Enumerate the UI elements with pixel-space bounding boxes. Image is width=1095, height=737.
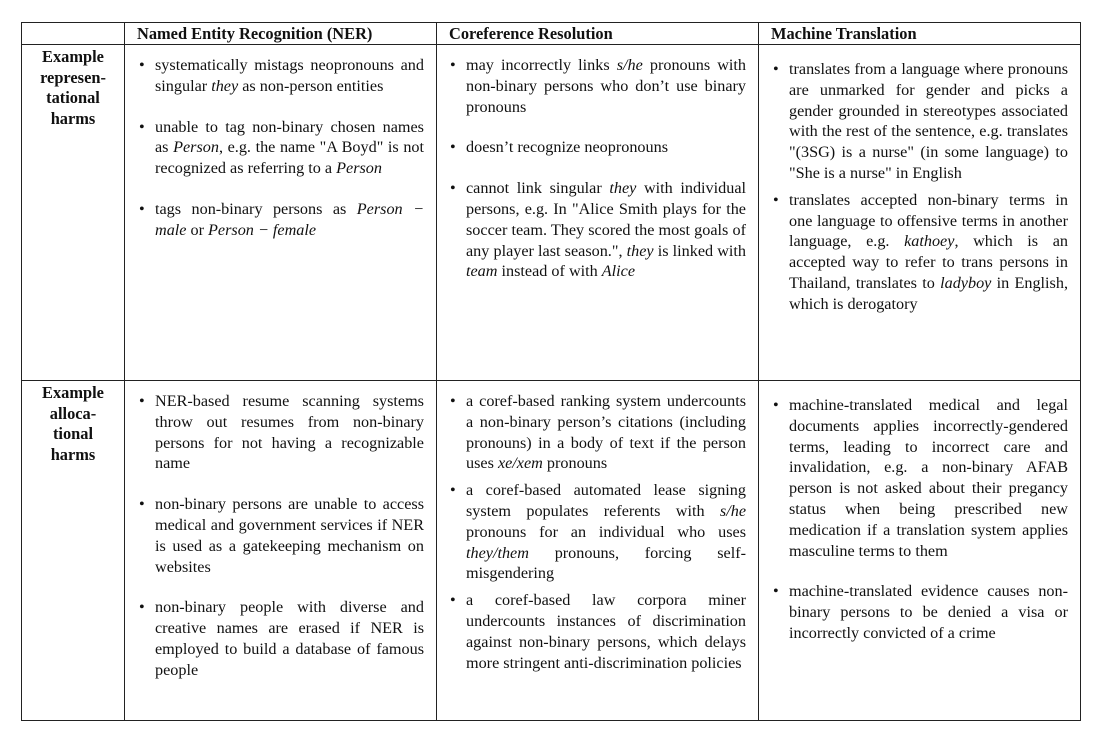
header-mt: Machine Translation (759, 23, 1081, 45)
italic-term: s/he (616, 56, 643, 74)
row-label-line: alloca- (49, 403, 97, 423)
list-item: • systematically mistags neopronouns and singular they as non-person entities (155, 55, 424, 97)
row-label-allocational (22, 381, 125, 721)
cell-ner-representational (125, 45, 437, 381)
row-label-line: Example (42, 383, 104, 402)
list-item: • machine-translated evidence causes non-binary persons to be denied a visa or incorrectly convicted of a crime (789, 581, 1068, 643)
cell-coref-allocational (437, 381, 759, 721)
row-label-line: represen- (40, 67, 106, 87)
italic-term: s/he (719, 501, 746, 520)
italic-term: Person − male (155, 199, 424, 239)
row-label-line: harms (50, 108, 96, 128)
italic-term: they (609, 179, 637, 198)
italic-term: they (626, 241, 654, 260)
list-item: • tags non-binary persons as Person − male or Person − female (155, 199, 424, 241)
list-item: • translates accepted non-binary terms in one language to offensive terms in another language, e.g. kathoey, which is an accepted way to refer to trans persons in Thailand, translates to ladyboy in English, which is derogatory (789, 190, 1068, 315)
list-item: • doesn’t recognize neopronouns (466, 137, 746, 158)
row-label-representational (22, 45, 125, 381)
cell-mt-allocational (759, 381, 1081, 721)
italic-term: Alice (601, 262, 636, 281)
italic-term: they/them (466, 543, 529, 562)
italic-term: Person (336, 159, 382, 178)
list-item: • machine-translated medical and legal documents applies incorrectly-gendered terms, leading to incorrect care and invalidation, e.g. a non-binary AFAB person is not asked about their pregancy status when being prescribed new medication if a translation system applies masculine terms to them (789, 395, 1068, 561)
cell-ner-allocational (125, 381, 437, 721)
row-allocational-harms (22, 381, 1081, 721)
row-representational-harms (22, 45, 1081, 381)
row-label-line: harms (50, 444, 96, 464)
cell-mt-representational (759, 45, 1081, 381)
list-item: • NER-based resume scanning systems throw out resumes from non-binary persons for not having a recognizable name (155, 391, 424, 474)
italic-term: team (466, 262, 498, 281)
list-item: • unable to tag non-binary chosen names as Person, e.g. the name "A Boyd" is not recognized as referring to a Person (155, 117, 424, 179)
list-item: • a coref-based ranking system undercounts a non-binary person’s citations (including pronouns) in a body of text if the person uses xe/xem pronouns (466, 391, 746, 474)
list-item: • may incorrectly links s/he pronouns with non-binary persons who don’t use binary pronouns (466, 55, 746, 117)
header-ner: Named Entity Recognition (NER) (125, 23, 437, 45)
harms-table (21, 22, 1081, 721)
row-label-line: Example (42, 47, 104, 66)
row-label-line: tional (52, 424, 94, 444)
header-row (22, 23, 1081, 45)
list-item: • non-binary persons are unable to access medical and government services if NER is used as a gatekeeping mechanism on websites (155, 494, 424, 577)
list-item: • translates from a language where pronouns are unmarked for gender and picks a gender grounded in stereotypes associated with the rest of the sentence, e.g. translates "(3SG) is a nurse" (in some language) to "She is a nurse" in English (789, 59, 1068, 184)
italic-term: they (211, 76, 239, 95)
italic-term: Person − female (208, 220, 317, 239)
italic-term: kathoey (904, 232, 955, 251)
list-item: • a coref-based law corpora miner undercounts instances of discrimination against non-binary persons, which delays more stringent anti-discrimination policies (466, 590, 746, 673)
italic-term: ladyboy (940, 273, 992, 292)
cell-coref-representational (437, 45, 759, 381)
list-item: • non-binary people with diverse and creative names are erased if NER is employed to build a database of famous people (155, 597, 424, 680)
italic-term: xe/xem (497, 454, 543, 473)
list-item: • a coref-based automated lease signing system populates referents with s/he pronouns for an individual who uses they/them pronouns, forcing self-misgendering (466, 480, 746, 584)
header-corner-cell (22, 23, 125, 45)
header-coref: Coreference Resolution (437, 23, 759, 45)
italic-term: Person (173, 138, 219, 157)
list-item: • cannot link singular they with individual persons, e.g. In "Alice Smith plays for the soccer team. They scored the most goals of any player last season.", they is linked with team instead of with Alice (466, 178, 746, 282)
row-label-line: tational (46, 88, 100, 108)
